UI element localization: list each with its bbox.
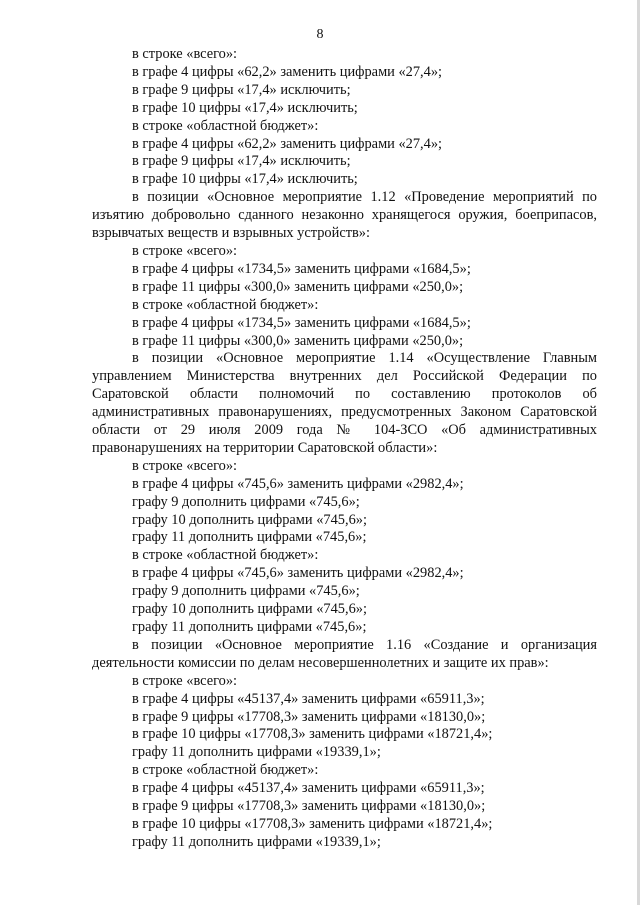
text-line: в графе 9 цифры «17,4» исключить; (132, 81, 351, 98)
text-line: в графе 4 цифры «45137,4» заменить цифрами «65911,3»; (132, 690, 485, 707)
text-line: в графе 4 цифры «745,6» заменить цифрами «2982,4»; (132, 475, 464, 492)
text-line: графу 9 дополнить цифрами «745,6»; (132, 493, 360, 510)
text-line: в строке «областной бюджет»: (132, 762, 319, 779)
text-line: в графе 11 цифры «300,0» заменить цифрами «250,0»; (132, 332, 464, 349)
text-line: в строке «всего»: (132, 672, 238, 689)
paragraph-measure-1-12: в позиции «Основное мероприятие 1.12 «Проведение мероприятий по изъятию добровольно сданного незаконно хранящегося оружия, боеприпасов, взрывчатых веществ и взрывных устройств»: (92, 189, 597, 242)
text-line: в графе 9 цифры «17708,3» заменить цифрами «18130,0»; (132, 708, 486, 725)
text-line: в графе 9 цифры «17708,3» заменить цифрами «18130,0»; (132, 798, 486, 815)
text-line: в строке «областной бюджет»: (132, 117, 319, 134)
text-line: в графе 4 цифры «62,2» заменить цифрами «27,4»; (132, 63, 443, 80)
text-line: графу 10 дополнить цифрами «745,6»; (132, 601, 367, 618)
text-line: в графе 4 цифры «745,6» заменить цифрами «2982,4»; (132, 565, 464, 582)
document-body (92, 46, 597, 852)
text-line: в строке «всего»: (132, 46, 238, 62)
text-line: в графе 10 цифры «17708,3» заменить цифрами «18721,4»; (132, 726, 493, 743)
text-line: графу 11 дополнить цифрами «745,6»; (132, 619, 367, 635)
text-line: в графе 9 цифры «17,4» исключить; (132, 153, 351, 170)
text-line: графу 11 дополнить цифрами «745,6»; (132, 529, 367, 546)
text-line: в строке «областной бюджет»: (132, 296, 319, 313)
text-line: в графе 10 цифры «17708,3» заменить цифрами «18721,4»; (132, 815, 493, 832)
text-line: в графе 4 цифры «1734,5» заменить цифрами «1684,5»; (132, 260, 471, 277)
text-line: в строке «всего»: (132, 457, 238, 474)
text-line: в графе 4 цифры «1734,5» заменить цифрами «1684,5»; (132, 314, 471, 331)
text-line: графу 10 дополнить цифрами «745,6»; (132, 511, 367, 528)
text-line: в графе 4 цифры «62,2» заменить цифрами «27,4»; (132, 135, 443, 152)
text-line: графу 11 дополнить цифрами «19339,1»; (132, 833, 381, 850)
paragraph-measure-1-16: в позиции «Основное мероприятие 1.16 «Создание и организация деятельности комиссии по делам несовершеннолетних и защите их прав»: (92, 636, 597, 671)
text-line: в графе 4 цифры «45137,4» заменить цифрами «65911,3»; (132, 780, 485, 797)
page-number: 8 (316, 27, 324, 42)
text-line: в строке «областной бюджет»: (132, 547, 319, 564)
text-line: графу 11 дополнить цифрами «19339,1»; (132, 744, 381, 761)
text-line: в графе 10 цифры «17,4» исключить; (132, 99, 358, 116)
text-line: в строке «всего»: (132, 242, 238, 259)
text-line: в графе 11 цифры «300,0» заменить цифрами «250,0»; (132, 278, 464, 295)
text-line: в графе 10 цифры «17,4» исключить; (132, 171, 358, 188)
text-line: графу 9 дополнить цифрами «745,6»; (132, 583, 360, 600)
paragraph-measure-1-14: в позиции «Основное мероприятие 1.14 «Осуществление Главным управлением Министерства внутренних дел Российской Федерации по Саратовской области полномочий по составлению протоколов об административных правонарушениях, предусмотренных Законом Саратовской области от 29 июля 2009 года № 104-ЗСО «Об административных правонарушениях на территории Саратовской области»: (92, 350, 597, 456)
